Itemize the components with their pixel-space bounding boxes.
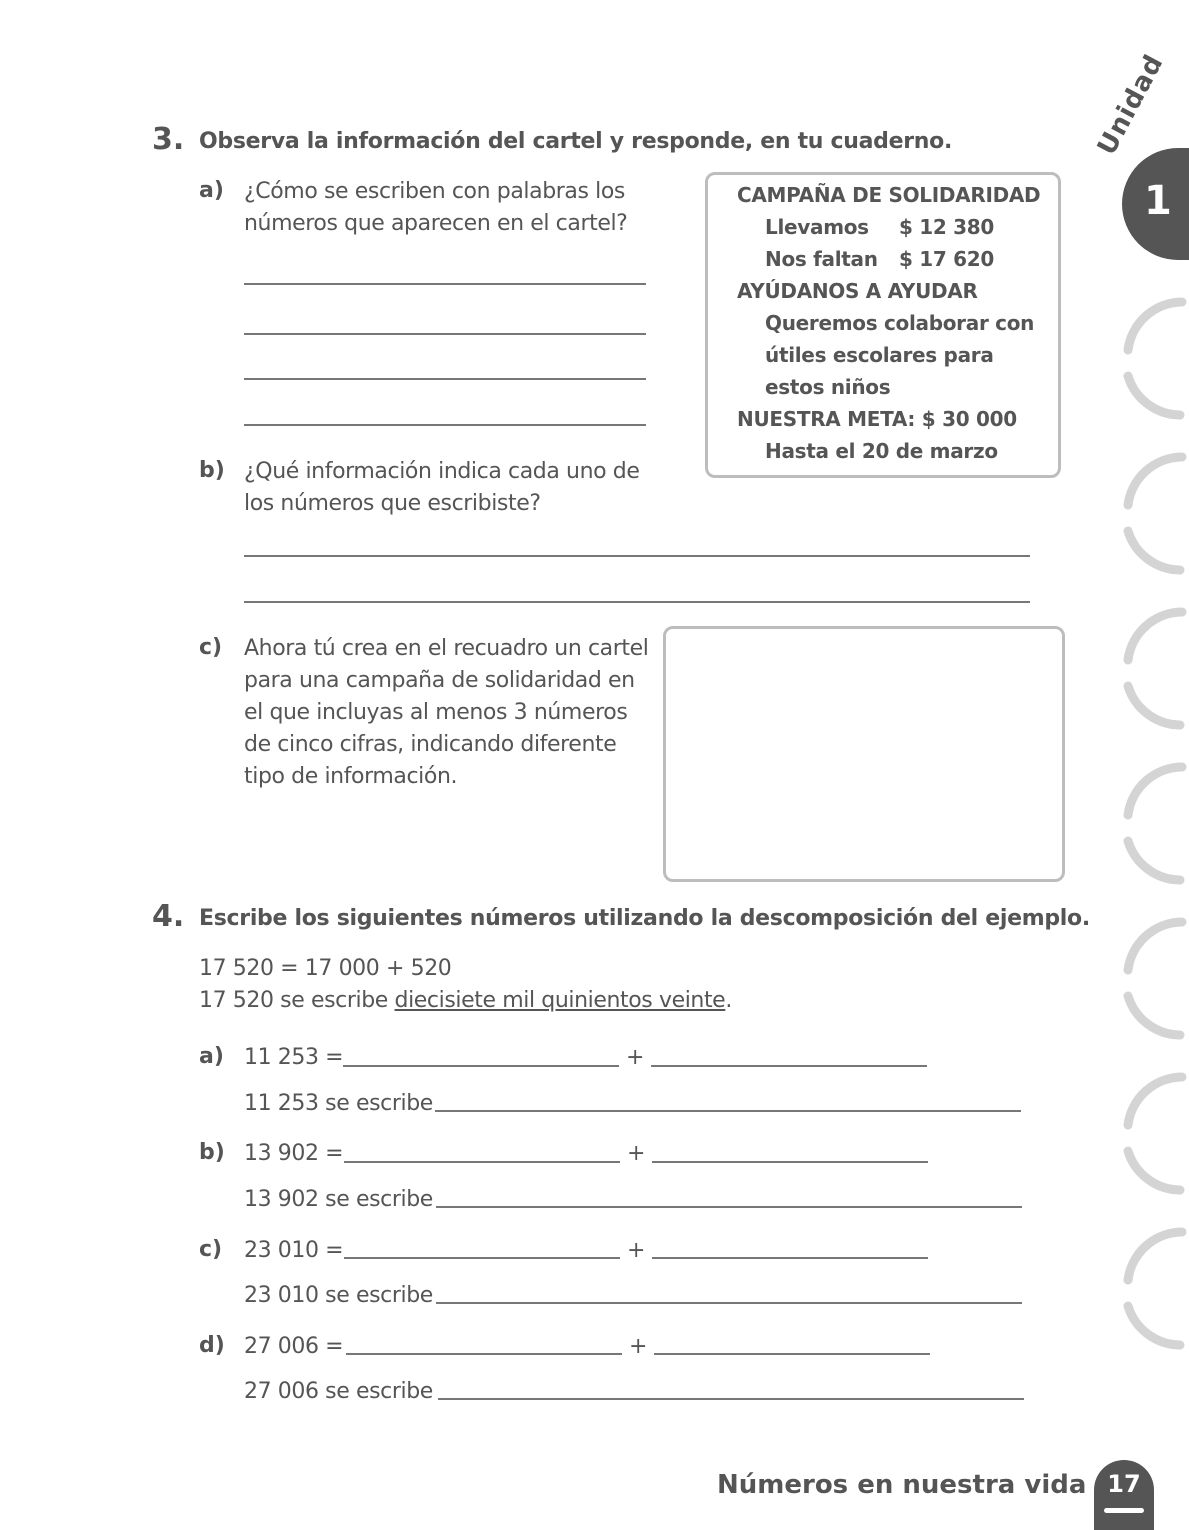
q4c-blank-2[interactable] [652, 1257, 928, 1259]
ring-5-icon [1128, 922, 1182, 970]
q3c-label: c) [199, 635, 223, 660]
ring-4b-icon [1128, 841, 1180, 880]
q3c-text-line-5: tipo de información. [244, 764, 458, 789]
q3a-answer-line-1[interactable] [244, 283, 646, 285]
q4a-words-line[interactable] [435, 1110, 1021, 1112]
page-badge-bar-icon [1104, 1508, 1144, 1513]
q4b-equation: 13 902 = [244, 1141, 344, 1166]
unit-word: Unidad [1092, 49, 1170, 161]
q4b-writes: 13 902 se escribe [244, 1187, 433, 1212]
ring-1-icon [1128, 302, 1182, 350]
q4d-plus: + [629, 1334, 648, 1359]
q4b-blank-1[interactable] [344, 1161, 620, 1163]
q4c-plus: + [627, 1238, 646, 1263]
q3a-answer-line-4[interactable] [244, 424, 646, 426]
q3a-answer-line-3[interactable] [244, 378, 646, 380]
ring-2b-icon [1128, 531, 1180, 570]
ring-3b-icon [1128, 686, 1180, 725]
q4c-words-line[interactable] [436, 1302, 1022, 1304]
page-number: 17 [1107, 1470, 1141, 1498]
question-4-title: Escribe los siguientes números utilizando la descomposición del ejemplo. [199, 906, 1090, 931]
q4a-blank-2[interactable] [651, 1065, 927, 1067]
ring-7-icon [1128, 1232, 1182, 1280]
q4b-label: b) [199, 1140, 225, 1165]
poster-goal: NUESTRA META: $ 30 000 [737, 407, 1017, 431]
q4d-words-line[interactable] [438, 1398, 1024, 1400]
ring-7b-icon [1128, 1306, 1180, 1345]
poster-title: CAMPAÑA DE SOLIDARIDAD [737, 183, 1041, 207]
poster-row1-value: $ 12 380 [899, 215, 995, 239]
footer-title: Números en nuestra vida [717, 1470, 1087, 1500]
q4d-writes: 27 006 se escribe [244, 1379, 433, 1404]
question-4-number: 4. [152, 899, 185, 934]
poster-row1-label: Llevamos [765, 215, 869, 239]
question-3-title: Observa la información del cartel y responde, en tu cuaderno. [199, 129, 953, 154]
q4c-blank-1[interactable] [344, 1257, 620, 1259]
q4c-equation: 23 010 = [244, 1238, 344, 1263]
ring-1b-icon [1128, 376, 1180, 415]
poster-text-1: Queremos colaborar con [765, 311, 1035, 335]
q3a-text-line-2: números que aparecen en el cartel? [244, 211, 628, 236]
poster-text-2: útiles escolares para [765, 343, 994, 367]
q4b-words-line[interactable] [436, 1206, 1022, 1208]
ring-6b-icon [1128, 1151, 1180, 1190]
poster-row2-value: $ 17 620 [899, 247, 995, 271]
q4d-blank-1[interactable] [346, 1353, 622, 1355]
q4b-plus: + [627, 1141, 646, 1166]
q4a-writes: 11 253 se escribe [244, 1091, 433, 1116]
q4a-plus: + [626, 1045, 645, 1070]
example-suffix: . [725, 988, 732, 1013]
q4d-blank-2[interactable] [654, 1353, 930, 1355]
ring-4-icon [1128, 767, 1182, 815]
q3b-label: b) [199, 458, 225, 483]
q3c-text-line-1: Ahora tú crea en el recuadro un cartel [244, 636, 649, 661]
q4c-label: c) [199, 1237, 223, 1262]
q3a-label: a) [199, 178, 224, 203]
q3b-answer-line-1[interactable] [244, 555, 1030, 557]
unit-number: 1 [1144, 178, 1172, 224]
poster-text-3: estos niños [765, 375, 891, 399]
q4a-equation: 11 253 = [244, 1045, 344, 1070]
poster-drawing-box[interactable] [663, 626, 1065, 882]
ring-2-icon [1128, 457, 1182, 505]
poster-heading-2: AYÚDANOS A AYUDAR [737, 279, 978, 303]
ring-5b-icon [1128, 996, 1180, 1035]
example-words: diecisiete mil quinientos veinte [394, 988, 726, 1013]
example-sentence [199, 985, 732, 1017]
example-equation: 17 520 = 17 000 + 520 [199, 956, 452, 981]
q4c-writes: 23 010 se escribe [244, 1283, 433, 1308]
q4a-blank-1[interactable] [343, 1065, 619, 1067]
q3c-text-line-2: para una campaña de solidaridad en [244, 668, 635, 693]
q4d-equation: 27 006 = [244, 1334, 344, 1359]
ring-6-icon [1128, 1077, 1182, 1125]
question-3-number: 3. [152, 122, 185, 157]
q4d-label: d) [199, 1333, 225, 1358]
poster-row2-label: Nos faltan [765, 247, 878, 271]
q3b-text-line-2: los números que escribiste? [244, 491, 541, 516]
poster-deadline: Hasta el 20 de marzo [765, 439, 998, 463]
ring-3-icon [1128, 612, 1182, 660]
example-prefix: 17 520 se escribe [199, 988, 395, 1013]
q3b-answer-line-2[interactable] [244, 601, 1030, 603]
q3c-text-line-3: el que incluyas al menos 3 números [244, 700, 628, 725]
q3c-text-line-4: de cinco cifras, indicando diferente [244, 732, 617, 757]
q3b-text-line-1: ¿Qué información indica cada uno de [244, 459, 640, 484]
q3a-answer-line-2[interactable] [244, 333, 646, 335]
q4b-blank-2[interactable] [652, 1161, 928, 1163]
q4a-label: a) [199, 1044, 224, 1069]
q3a-text-line-1: ¿Cómo se escriben con palabras los [244, 179, 625, 204]
binder-rings-icon [1110, 290, 1189, 1360]
